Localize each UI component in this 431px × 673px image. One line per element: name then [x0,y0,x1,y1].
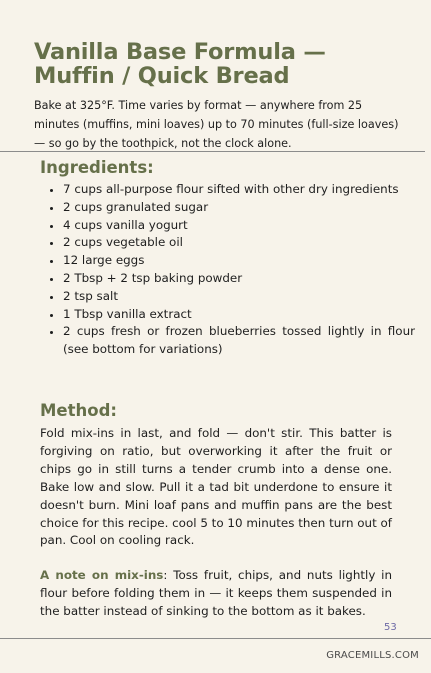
method-paragraph: Fold mix-ins in last, and fold — don't stir. This batter is forgiving on ratio, but overworking it after the fruit or chips go in still turns a tender crumb into a dense one. Bake low and slow. Pull it a tad bit underdone to ensure it doesn't burn. Mini loaf pans and muffin pans are the best choice for this recipe. cool 5 to 10 minutes then turn out of pan. Cool on cooling rack. [40,426,392,548]
ingredients-heading: Ingredients: [40,158,154,177]
ingredient-item: • 2 cups granulated sugar [63,199,415,217]
ingredient-item: • 12 large eggs [63,252,415,270]
title-line-2: Muffin / Quick Bread [34,63,290,89]
ingredient-item: • 2 cups vegetable oil [63,234,415,252]
ingredient-item: • 2 cups fresh or frozen blueberries tossed lightly in flour (see bottom for variations) [63,323,415,359]
ingredient-item: • 4 cups vanilla yogurt [63,217,415,235]
bottom-divider [0,638,431,639]
note-text: : Toss fruit, chips, and nuts lightly in flour before folding them in — it keeps them suspended in the batter instead of sinking to the bottom as it bakes. [40,568,392,618]
ingredient-item: • 7 cups all-purpose flour sifted with other dry ingredients [63,181,415,199]
page-number: 53 [384,622,397,633]
ingredients-list [40,181,415,359]
ingredient-item: • 2 tsp salt [63,288,415,306]
title-line-1: Vanilla Base Formula — [34,39,326,65]
ingredient-item: • 1 Tbsp vanilla extract [63,306,415,324]
ingredient-item: • 2 Tbsp + 2 tsp baking powder [63,270,415,288]
note-label: A note on mix-ins [40,568,164,582]
mix-ins-note [40,567,392,621]
method-heading: Method: [40,401,117,420]
footer-site: GRACEMILLS.COM [326,650,419,661]
top-divider [0,151,425,152]
intro-paragraph: Bake at 325°F. Time varies by format — anywhere from 25 minutes (muffins, mini loaves) up to 70 minutes (full-size loaves) — so go by the toothpick, not the clock alone. [34,99,399,150]
page-title [34,40,424,88]
